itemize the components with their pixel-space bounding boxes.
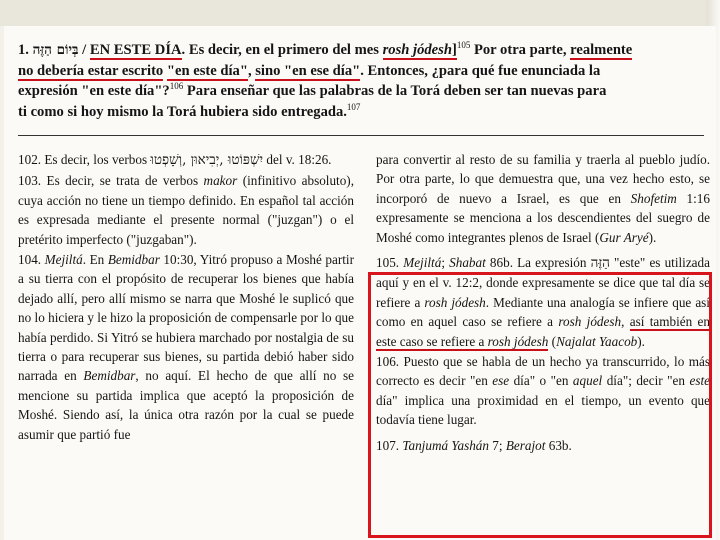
text: ti como si hoy mismo la Torá hubiera sido entregada. [18, 103, 347, 120]
section-divider [18, 135, 704, 136]
source-tanjuma: Tanjumá Yashán [399, 437, 489, 453]
hebrew-phrase: בְּיוֹם הַזֶּה [32, 42, 79, 58]
text: , [247, 62, 256, 79]
text: "este" es utilizada aquí y en el v. 12:2, donde expresamente se dice que tal día se refiere a [376, 255, 710, 310]
text: 1:16 expresamente se menciona a los descendientes del suegro de Moshé como integrantes plenos de Israel ( [376, 190, 710, 245]
source-mejilta: Mejiltá [399, 255, 442, 271]
footnote-number: 105. [376, 255, 400, 271]
hebrew-word: הַזֶּה [590, 255, 610, 272]
text: , no aquí. El hecho de que allí no se mencione su partida implica que aceptó la proposición de Moshé. Siendo así, la única otra razón por la cual se puede asumir que partió fue [18, 368, 354, 442]
rosh-jodesh-term: rosh jódesh [487, 333, 549, 349]
term: este [689, 373, 710, 389]
text: (infinitivo absoluto), cuya acción no tiene un tiempo definido. En español tal acción es expresada mediante el presente normal ("juzgan") o el pretérito imperfecto ("juzgaban"). [18, 173, 355, 247]
book-shofetim: Shofetim [630, 190, 677, 206]
source-gur-arye: Gur Aryé [599, 229, 649, 245]
commentary-line-2 [18, 61, 706, 82]
underlined-realmente: realmente [570, 42, 633, 58]
text: . Mediante una analogía se infiere que así como en aquel caso se refiere a [376, 294, 710, 330]
book-page [4, 26, 716, 540]
text: , [621, 314, 630, 330]
text: . Entonces, ¿para qué fue enunciada la [360, 62, 601, 79]
text: para convertir al resto de su familia y traerla al pueblo judío. Por otra parte, lo que demuestra que, una vez hecho esto, se incorporó de nuevo a Israel, es que en [376, 152, 710, 206]
source-shabat: Shabat [449, 255, 486, 271]
underlined-en-este-dia: "en este día" [166, 62, 248, 79]
footnotes-left-column [18, 150, 354, 445]
footnote-104 [18, 250, 354, 444]
footnote-104-continued [376, 150, 710, 247]
footnote-number: 107. [376, 437, 400, 453]
text: . En [82, 252, 108, 268]
text: Es decir, los verbos [41, 152, 151, 167]
lemma-heading: EN ESTE DÍA [89, 42, 182, 58]
book-bemidbar: Bemidbar [107, 252, 160, 268]
text: ; [441, 255, 450, 271]
footnote-number: 103. [18, 173, 42, 189]
source-berajot: Berajot [505, 437, 546, 453]
text: Por otra parte, [470, 42, 571, 58]
top-margin-strip [0, 0, 720, 26]
commentary-line-4 [18, 102, 706, 123]
footnote-number: 104. [18, 252, 42, 268]
rosh-jodesh-term: rosh jódesh [558, 314, 622, 330]
highlight-box [368, 272, 712, 538]
source-najalat-yaacob: Najalat Yaacob [556, 333, 638, 349]
hebrew-verbs: יִשְׁפּוֹטוּ ,יְבִיאוּן ,וְשָׁפְטוּ [150, 152, 264, 168]
text: . Es decir, en el primero del mes [181, 42, 383, 58]
text: ). [637, 333, 645, 349]
text: día" o "en [509, 373, 573, 389]
text: Es decir, se trata de verbos [41, 173, 204, 189]
underlined-phrase: así también en este caso se refiere a [376, 314, 710, 349]
text: día" implica una proximidad en el tiempo, un evento que todavía tiene lugar. [376, 392, 710, 428]
main-commentary-block [18, 40, 706, 122]
rosh-jodesh-term: rosh jódesh [424, 294, 486, 310]
footnote-102 [18, 150, 354, 170]
footnote-ref-106: 106 [169, 81, 184, 92]
text: 7; [489, 437, 506, 453]
text: ] [451, 42, 457, 58]
book-bemidbar: Bemidbar [83, 368, 136, 384]
verse-number: 1. [18, 42, 29, 58]
footnote-number: 102. [18, 152, 42, 167]
text: expresión "en este día"? [18, 83, 170, 99]
footnote-103 [18, 171, 354, 249]
text: del v. 18:26. [263, 152, 332, 167]
commentary-line-3 [18, 81, 706, 102]
separator: / [78, 42, 90, 58]
term: aquel [572, 373, 603, 389]
term-makor: makor [203, 173, 238, 189]
term: ese [492, 373, 510, 389]
footnote-ref-105: 105 [456, 40, 471, 51]
commentary-line-1 [18, 40, 706, 61]
text: Para enseñar que las palabras de la Torá deben ser tan nuevas para [183, 83, 607, 99]
underlined-sino-en-ese-dia: sino "en ese día" [255, 62, 361, 79]
text: 86b. La expresión [485, 255, 591, 271]
text: 10:30, Yitró propuso a Moshé partir a su tierra con el propósito de recuperar los bienes que había dejado allí, pero allí mismo se narra que Moshé le suplicó que no lo hiciera y le hizo la proposición de compensarle por lo que había perdido. Si Yitró se hubiera marchado por nostalgia de su tierra o para recuperar sus bienes, su partida debió haber sido narrada en [18, 252, 354, 384]
footnote-number: 106. [376, 354, 400, 370]
text: ). [648, 229, 657, 245]
footnote-ref-107: 107 [346, 101, 361, 112]
source-mejilta: Mejiltá [41, 252, 83, 268]
text: 63b. [545, 437, 572, 453]
text: Puesto que se habla de un hecho ya transcurrido, lo más correcto es decir "en [376, 354, 710, 389]
rosh-jodesh-term: rosh jódesh [382, 42, 452, 58]
text: día"; decir "en [602, 373, 690, 389]
underlined-phrase: no debería estar escrito [18, 62, 164, 79]
text: ( [548, 333, 557, 349]
